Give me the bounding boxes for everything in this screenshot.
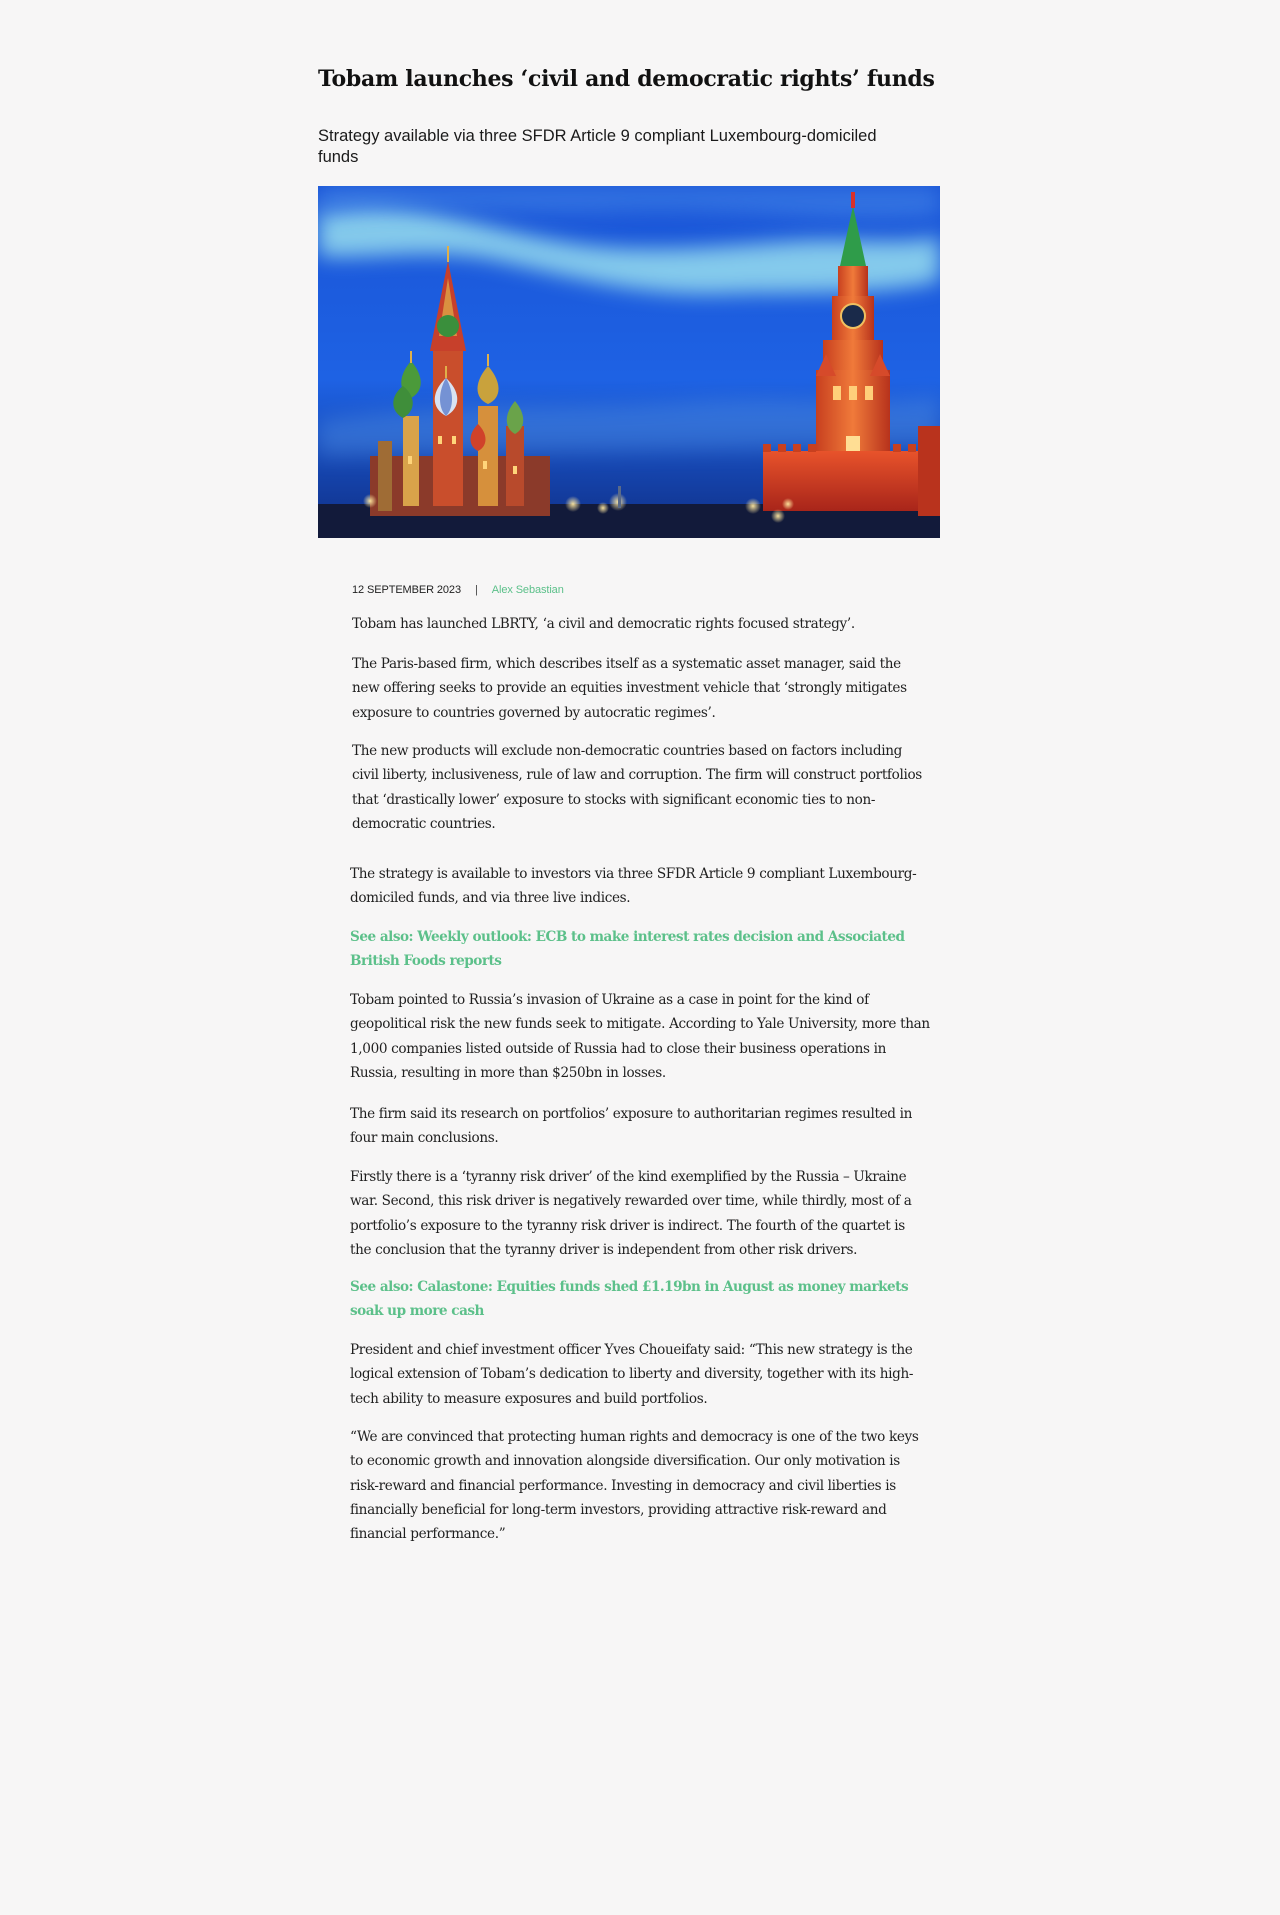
article-paragraph: Tobam pointed to Russia’s invasion of Ukraine as a case in point for the kind of geopolitical risk the new funds seek to mitigate. According to Yale University, more than 1,000 companies listed outside of Russia had to close their business operations in Russia, resulting in more than $250bn in losses. [350, 992, 930, 1081]
article-paragraph: The new products will exclude non-democratic countries based on factors including civil liberty, inclusiveness, rule of law and corruption. The firm will construct portfolios that ‘drastically lower’ exposure to stocks with significant economic ties to non-democratic countries. [352, 743, 922, 832]
article-paragraph: “We are convinced that protecting human rights and democracy is one of the two keys to economic growth and innovation alongside diversification. Our only motivation is risk-reward and financial performance. Investing in democracy and civil liberties is financially beneficial for long-term investors, providing attractive risk-reward and financial performance.” [350, 1429, 919, 1543]
see-also-link[interactable]: See also: Calastone: Equities funds shed £1.19bn in August as money markets soak up more cash [350, 1279, 909, 1320]
meta-separator: | [474, 584, 478, 596]
article-headline: Tobam launches ‘civil and democratic rights’ funds [318, 66, 935, 92]
article-paragraph: The firm said its research on portfolios’ exposure to authoritarian regimes resulted in four main conclusions. [350, 1106, 913, 1147]
article-paragraph: The strategy is available to investors via three SFDR Article 9 compliant Luxembourg-domiciled funds, and via three live indices. [350, 866, 917, 907]
article-paragraph: Tobam has launched LBRTY, ‘a civil and democratic rights focused strategy’. [352, 616, 855, 632]
see-also-link[interactable]: See also: Weekly outlook: ECB to make interest rates decision and Associated British Foods reports [350, 929, 905, 970]
article-paragraph: President and chief investment officer Yves Choueifaty said: “This new strategy is the logical extension of Tobam’s dedication to liberty and diversity, together with its high-tech ability to measure exposures and build portfolios. [350, 1342, 914, 1407]
article-meta [352, 583, 564, 597]
article-standfirst: Strategy available via three SFDR Article 9 compliant Luxembourg-domiciled funds [318, 127, 877, 166]
hero-image [318, 186, 940, 538]
article-paragraph: The Paris-based firm, which describes itself as a systematic asset manager, said the new offering seeks to provide an equities investment vehicle that ‘strongly mitigates exposure to countries governed by autocratic regimes’. [352, 656, 907, 721]
article-paragraph: Firstly there is a ‘tyranny risk driver’ of the kind exemplified by the Russia – Ukraine war. Second, this risk driver is negatively rewarded over time, while thirdly, most of a portfolio’s exposure to the tyranny risk driver is indirect. The fourth of the quartet is the conclusion that the tyranny driver is independent from other risk drivers. [350, 1169, 912, 1258]
publish-date: 12 SEPTEMBER 2023 [352, 584, 461, 596]
author-link[interactable]: Alex Sebastian [491, 584, 564, 596]
